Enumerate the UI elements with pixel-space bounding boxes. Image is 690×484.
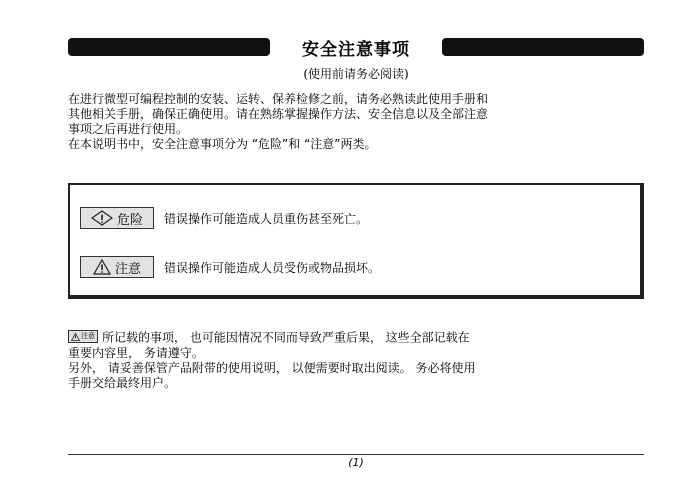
page-title: 安全注意事项 [302,40,410,60]
intro-line: 其他相关手册，确保正确使用。请在熟练掌握操作方法、安全信息以及全部注意 [68,107,489,121]
notes-line: 手册交给最终用户。 [68,375,177,390]
notes-text: 所记载的事项， 也可能因情况不同而导致严重后果， 这些全部记载在 [102,330,470,345]
caution-row [80,256,380,278]
notes-line: 另外， 请妥善保管产品附带的使用说明， 以便需要时取出阅读。 务必将使用 [68,360,476,375]
footer-divider [68,454,644,455]
page-subtitle: (使用前请务必阅读) [303,67,409,81]
intro-line: 在进行微型可编程控制的安装、运转、保养检修之前，请务必熟读此使用手册和 [68,92,489,106]
danger-diamond-icon [91,210,113,226]
danger-description: 错误操作可能造成人员重伤甚至死亡。 [164,211,369,226]
header-bar-right [442,38,644,56]
caution-label-text: 注意 [114,261,141,277]
caution-badge-text: 注意 [81,332,95,340]
page-number: (1) [348,456,364,469]
intro-line: 事项之后再进行使用。 [68,122,189,136]
notes-paragraph [68,330,568,391]
header-bar-left [68,38,270,56]
intro-line: 在本说明书中，安全注意事项分为 “危险”和 “注意”两类。 [68,137,377,151]
intro-paragraph [68,92,568,152]
caution-label [80,256,154,278]
danger-label-text: 危险 [116,212,143,228]
caution-badge [68,330,98,343]
warning-legend-box [68,183,644,299]
notes-line [68,330,568,346]
notes-line: 重要内容里， 务请遵守。 [68,345,204,360]
danger-row [80,207,368,229]
caution-triangle-icon [71,333,80,341]
caution-triangle-icon [93,259,111,275]
danger-label [80,207,154,229]
caution-description: 错误操作可能造成人员受伤或物品损坏。 [164,260,381,275]
